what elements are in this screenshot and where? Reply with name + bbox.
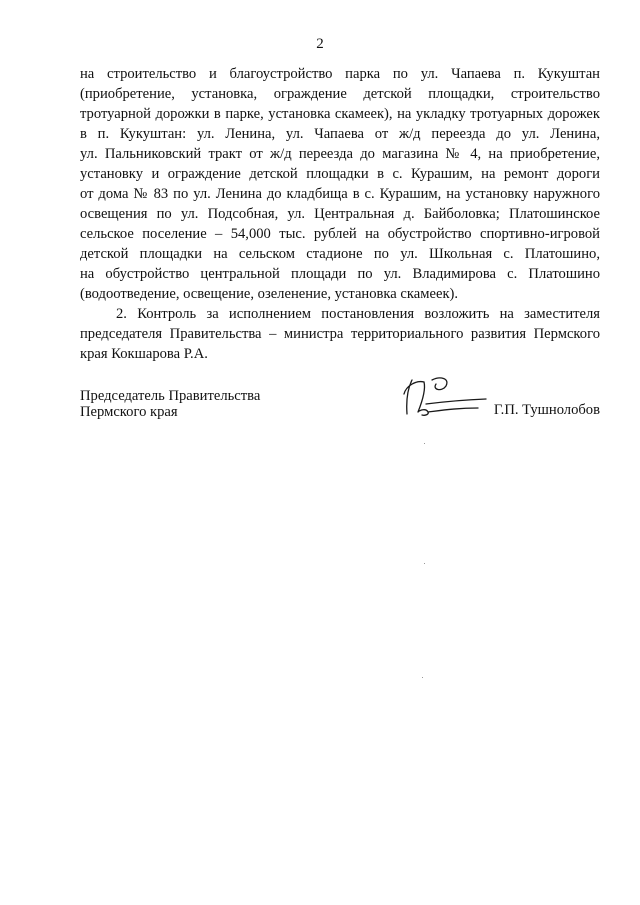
scan-speck [424,443,425,444]
text-line: в п. Кукуштан: ул. Ленина, ул. Чапаева от ж/д переезда до ул. Ленина, [80,126,600,142]
text-line: детской площадки на сельском стадионе по ул. Школьная с. Платошино, [80,246,600,262]
text-line: на строительство и благоустройство парка по ул. Чапаева п. Кукуштан [80,66,600,82]
text-line: (водоотведение, освещение, озеленение, установка скамеек). [80,286,459,302]
document-body [80,64,600,364]
text-line: края Кокшарова Р.А. [80,346,208,362]
signer-title-line: Председатель Правительства [80,388,261,404]
signature-strokes [404,378,486,415]
scan-speck [424,563,425,564]
text-line: установку и ограждение детской площадки в с. Курашим, на ремонт дороги [80,166,600,182]
text-line: на обустройство центральной площади по ул. Владимирова с. Платошино [80,266,600,282]
text-line: от дома № 83 по ул. Ленина до кладбища в с. Курашим, на установку наружного [80,186,600,202]
text-line: 2. Контроль за исполнением постановления возложить на заместителя [116,306,600,322]
signature-block [80,388,600,438]
signer-title [80,388,260,420]
text-line: (приобретение, установка, ограждение детской площадки, строительство [80,86,600,102]
scan-speck [422,677,423,678]
text-line: сельское поселение – 54,000 тыс. рублей на обустройство спортивно-игровой [80,226,600,242]
text-line: тротуарной дорожки в парке, установка скамеек), на укладку тротуарных дорожек [80,106,600,122]
page-number: 2 [316,36,324,52]
signer-title-line: Пермского края [80,404,178,420]
paragraph-continued [80,64,600,304]
signer-name: Г.П. Тушнолобов [493,402,600,418]
handwritten-signature [398,374,488,422]
text-line: ул. Пальниковский тракт от ж/д переезда до магазина № 4, на приобретение, [80,146,600,162]
text-line: освещения по ул. Подсобная, ул. Центральная д. Байболовка; Платошинское [80,206,600,222]
paragraph-control-clause [80,304,600,364]
text-line: председателя Правительства – министра территориального развития Пермского [80,326,600,342]
